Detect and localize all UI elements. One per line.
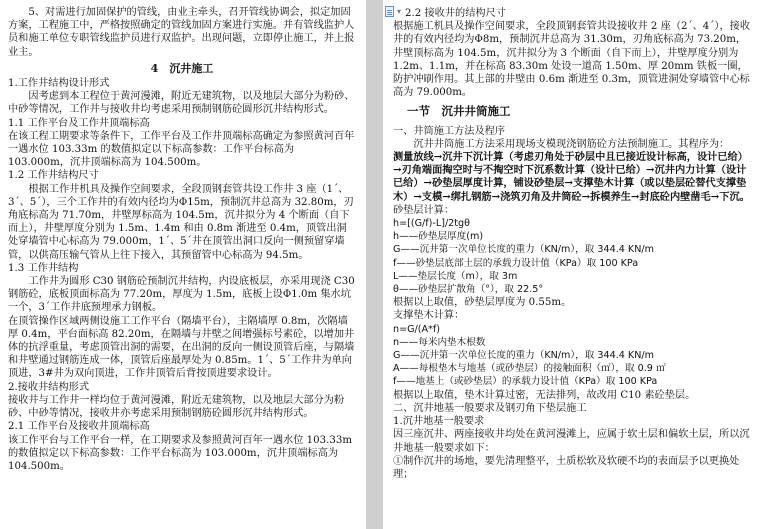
paragraph: 在该工程工期要求等条件下，工作平台及工作井顶端标高确定为参照黄河百年一遇水位 103.33m 的数值拟定以下标高参数：工作平台标高为 103.000m，沉井顶端标高为 104.500m。 — [8, 130, 355, 169]
formula-term: θ——砂垫层扩散角（°），取 22.5° — [393, 284, 544, 296]
formula: n=G/(A*f) — [393, 323, 441, 335]
formula: h=[(G/f)-L]/2tgθ — [393, 218, 470, 230]
heading: 1.1 工作平台及工作井顶端标高 — [8, 117, 150, 129]
formula-term: f——砂垫层底部土层的承载力设计值（KPa）取 100 KPa — [393, 257, 639, 269]
heading: 二、沉井地基一般要求及钢刃角下垫层施工 — [393, 402, 587, 414]
paragraph: 该工作平台与工作平台一样，在工期要求及参照黄河百年一遇水位 103.33m 的数值拟定以下标高参数：工作平台标高为 103.000m，沉井顶端标高为 104.500m。 — [8, 434, 352, 472]
paragraph: 因考虑到本工程位于黄河漫滩，附近无建筑物，以及地层大部分为粉砂、中砂等情况，工作井与接收井均考虑采用预制钢筋砼圆形沉井结构形式。 — [8, 91, 355, 116]
paragraph: 接收井与工作井一样均位于黄河漫滩，附近无建筑物，以及地层大部分为粉砂、中砂等情况，接收井亦考虑采用预制钢筋砼圆形沉井结构形式。 — [8, 394, 345, 420]
heading: 一、井筒施工方法及程序 — [393, 125, 506, 137]
document-page-left — [0, 0, 366, 529]
heading: 1.3 工作井结构 — [8, 262, 79, 274]
formula-term: h——砂垫层厚度(m) — [393, 231, 484, 243]
paragraph: 根据工作井机具及操作空间要求，全段顶钢套管共设工作井 3 座（1ˊ、3ˊ、5ˊ），三个工作井的有效内径均为Φ15m，预制沉井总高为 32.80m，刃角底标高为 71.70m，井壁厚标高为 104.5m，沉井拟分为 4 个断面（自下而上），井壁厚度分别为 1.5m、1.4m 和由 0.8m 渐进至 0.4m，顶管出洞处穿墙管中心标高为 79.000m，1ˊ、5ˊ井在顶管出洞口反向一侧预留穿墙管，以供高压输气管从上往下接入，其预留管中心标高为 94.5m。 — [8, 183, 354, 261]
paragraph: 根据以上取值，垫木计算过密，无法排列，故改用 C10 素砼垫层。 — [393, 389, 696, 401]
section-title: 一节 沉井井筒施工 — [407, 104, 511, 119]
heading: 1.2 工作井结构尺寸 — [8, 170, 99, 182]
dropdown-arrow-icon[interactable]: ▾ — [397, 7, 402, 16]
paragraph: 根据施工机具及操作空间要求，全段顶钢套管共设接收井 2 座（2ˊ、4ˊ），接收井的有效内径均为Φ8m，预制沉井总高为 31.30m，刃角底标高为 73.20m，井壁顶标高为 104.5m，沉井拟分为 3 个断面（自下而上），井壁厚度分别为 1.2m、1.1m，并在标高 83.30m 处设一道高 1.50m、厚 20mm 铁板一圈，防护冲刷作用。其上部的井壁由 0.6m 渐进至 0.3m，顶管进洞处穿墙管中心标高为 79.000m。 — [393, 21, 751, 99]
paragraph: 因三座沉井、两座接收井均处在黄河漫滩上，应属于软土层和偏软土层，所以沉井地基一般要求如下： — [393, 429, 750, 454]
formula-term: n——每米内垫木根数 — [393, 336, 486, 348]
procedure-steps: 测量放线→沉井下沉计算（考虑刃角处于砂层中且已接近设计标高，设计已给）→刃角端面掏空时与不掏空时下沉系数计算（设计已给）→沉井内力计算（设计已给）→砂垫层厚度计算，铺设砂垫层→支撑垫木计算（或以垫层砼替代支撑垫木）→支模→绑扎钢筋→浇筑刃角及井筒砼→拆模养生→封底砼内壁凿毛→下沉。 — [393, 151, 750, 203]
paragraph: 沉井井筒施工方法采用现场支模现浇钢筋砼方法预制施工。其程序为： — [413, 138, 730, 150]
document-page-right — [383, 0, 760, 529]
document-icon[interactable] — [385, 6, 394, 17]
label: 砂垫层计算： — [393, 204, 455, 216]
label: 支撑垫木计算： — [393, 310, 465, 322]
page-gap — [366, 0, 383, 529]
heading: 1.沉井地基一般要求 — [393, 416, 485, 428]
paragraph: 根据以上取值，砂垫层厚度为 0.55m。 — [393, 297, 572, 309]
heading: 2.1 工作平台及接收井顶端标高 — [8, 421, 150, 433]
heading-sinking-well: 4 沉井施工 — [150, 61, 214, 75]
heading: 2.2 接收井的结构尺寸 — [405, 8, 506, 19]
paragraph: ①制作沉井的场地，要先清理整平，土质松软及软硬不均的表面层予以更换处理； — [393, 455, 740, 480]
paragraph: 工作井为圆形 C30 钢筋砼预制沉井结构，内设底板层，亦采用现浇 C30 钢筋砼，底板顶面标高为 77.20m，厚度为 1.5m，底板上设Φ1.0m 集水坑一个，3ˊ工作井底预埋承力钢板。 — [8, 276, 355, 314]
paragraph: 在顶管操作区域两侧设施工工作平台（隔墙平台），主隔墙厚 0.8m，次隔墙厚 0.4m，平台面标高 82.20m，在隔墙与井壁之间增强标号素砼，以增加井体的抗浮重量，考虑顶管出洞的需要，在出洞的反向一侧设顶管后座，与隔墙和井壁通过钢筋连成一体，顶管后座最厚处为 0.85m。1ˊ、5ˊ工作井为单向顶进，3#井为双向顶进，工作井顶管后背按顶进要求设计。 — [8, 315, 355, 380]
paragraph: 5、对需进行加固保护的管线，由业主牵头，召开管线协调会，拟定加固方案，工程施工中，严格按照确定的管线加固方案进行实施。并有管线监护人员和施工单位专职管线监护员进行双监护。出现问题，立即停止施工，并上报业主。 — [8, 7, 355, 58]
formula-term: f——地基上（或砂垫层）的承载力设计值（KPa）取 100 KPa — [393, 376, 658, 388]
formula-term: L——垫层长度（m），取 3m — [393, 270, 518, 282]
heading: 2.接收井结构形式 — [8, 381, 90, 393]
formula-term: A——每根垫木与地基（或砂垫层）的接触面积（㎡），取 0.9 ㎡ — [393, 363, 666, 375]
formula-term: G——沉井第一次单位长度的重力（KN/m），取 344.4 KN/m — [393, 244, 654, 256]
heading: 1.工作井结构设计形式 — [8, 78, 110, 90]
formula-term: G——沉井第一次单位长度的重力（KN/m），取 344.4 KN/m — [393, 350, 654, 362]
